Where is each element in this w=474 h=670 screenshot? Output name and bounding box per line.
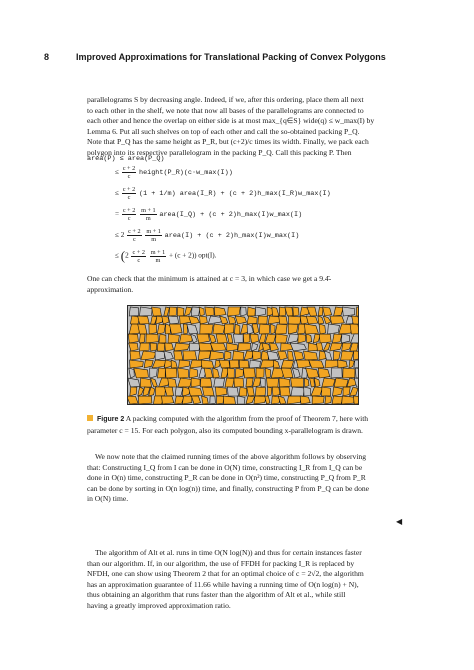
fraction-numerator: c + 2 — [122, 207, 136, 214]
packed-polygon — [291, 378, 304, 387]
packed-polygon — [275, 324, 287, 334]
packed-polygon — [293, 307, 299, 316]
fraction-denominator: c — [127, 194, 131, 201]
step-expression: height(P_R)(c·w_max(I)) — [138, 169, 233, 178]
fraction — [122, 186, 136, 201]
packed-polygon — [279, 378, 290, 387]
step-expression: + (c + 2)) opt(I). — [169, 251, 217, 260]
fraction-denominator: m — [145, 215, 151, 222]
fraction — [122, 165, 136, 180]
packed-polygon — [298, 334, 306, 343]
packed-polygon — [275, 334, 287, 343]
packed-polygon — [210, 343, 226, 351]
packed-polygon — [191, 307, 200, 316]
packed-polygon — [331, 368, 342, 378]
packed-polygon — [311, 387, 323, 396]
packed-polygon — [214, 378, 225, 387]
packed-polygon — [200, 324, 213, 334]
packed-polygon — [323, 307, 332, 316]
derivation-step: ≤ 2 $\frac{c + 2}{c}$ $\frac{m + 1}{m}$ area(I) + (c + 2)h_max(I)w_max(I) — [115, 228, 300, 243]
packed-polygon — [146, 334, 159, 343]
packed-polygon — [128, 334, 138, 343]
packed-polygon — [238, 343, 251, 351]
packed-polygon — [138, 387, 144, 396]
packed-polygon — [314, 378, 320, 387]
packed-polygon — [228, 307, 241, 316]
page-number: 8 — [44, 52, 50, 62]
text-line: has an approximation guarantee of 11.66 while having a running time of O(n log(n) + N), — [87, 579, 359, 589]
packed-polygon — [168, 316, 179, 324]
packed-polygon — [306, 334, 312, 343]
packed-polygon — [267, 387, 272, 396]
packed-polygon — [150, 343, 157, 351]
packed-polygon — [199, 343, 212, 351]
packed-polygon — [351, 334, 359, 343]
packed-polygon — [210, 396, 216, 404]
text-line: can be done by sorting in O(n log(n)) time, and finally, constructing P from P_Q can be done — [87, 483, 370, 493]
packed-polygon — [353, 396, 358, 404]
fraction-denominator: m — [151, 236, 157, 243]
text-line: Lemma 6. Put all such shelves on top of each other and call the so-obtained packing P_Q. — [87, 126, 360, 136]
step-expression: area(I) + (c + 2)h_max(I)w_max(I) — [164, 232, 300, 241]
packed-polygon — [306, 368, 319, 378]
packed-polygon — [325, 396, 332, 404]
packed-polygon — [267, 378, 279, 387]
packed-polygon — [271, 324, 276, 334]
packed-polygon — [312, 396, 324, 404]
packed-polygon — [138, 324, 147, 334]
packed-polygon — [247, 387, 255, 396]
packed-polygon — [239, 360, 249, 368]
packed-polygon — [341, 351, 354, 360]
packed-polygon — [330, 316, 344, 324]
packed-polygon — [234, 378, 244, 387]
text-line: done in O(n) time, constructing P_R can be done in O(n²) time, constructing P_Q from P_R — [87, 473, 366, 482]
packed-polygon — [253, 351, 261, 360]
packed-polygon — [304, 351, 318, 360]
packed-polygon — [138, 316, 150, 324]
packed-polygon — [162, 316, 169, 324]
fraction-numerator: m + 1 — [150, 248, 166, 256]
packed-polygon — [288, 324, 298, 334]
figure-label: Figure 2 — [97, 416, 125, 423]
packed-polygon — [265, 334, 276, 343]
packed-polygon — [199, 307, 204, 316]
packed-polygon — [227, 343, 238, 351]
packed-polygon — [304, 387, 311, 396]
packed-polygon — [189, 316, 200, 324]
packed-polygon — [168, 334, 179, 343]
caption-text: A packing computed with the algorithm from the proof of Theorem 7, here with — [125, 414, 369, 423]
packed-polygon — [228, 316, 236, 324]
packed-polygon — [225, 378, 234, 387]
packed-polygon — [330, 343, 343, 351]
packed-polygon — [200, 316, 208, 324]
packed-polygon — [289, 316, 301, 324]
packed-polygon — [152, 360, 166, 368]
packed-polygon — [168, 378, 177, 387]
text-line: polygon into its respective parallelogram in the packing P_Q. Call this packing P. Then — [87, 147, 352, 157]
packed-polygon — [174, 343, 190, 351]
packed-polygon — [189, 343, 200, 351]
packed-polygon — [205, 307, 214, 316]
packed-polygon — [343, 387, 350, 396]
packed-polygon — [260, 378, 265, 387]
packed-polygon — [333, 387, 343, 396]
fraction — [122, 207, 136, 222]
packed-polygon — [169, 307, 177, 316]
text-line: to each other in the shelf, we note that now all bases of the parallelograms are connected to — [87, 105, 364, 115]
packed-polygon — [191, 396, 200, 404]
packed-polygon — [217, 396, 225, 404]
packed-polygon — [304, 378, 309, 387]
fraction — [145, 228, 162, 243]
packed-polygon — [224, 324, 234, 334]
packed-polygon — [255, 307, 265, 316]
packed-polygon — [223, 396, 235, 404]
packed-polygon — [149, 324, 157, 334]
packed-polygon — [355, 368, 358, 378]
packed-polygon — [274, 360, 280, 368]
fraction-numerator: c + 2 — [132, 248, 145, 256]
packed-polygon — [177, 307, 184, 316]
packed-polygon — [157, 343, 165, 351]
text-line: The algorithm of Alt et al. runs in time O(N log(N)) and thus for certain instances faster — [95, 548, 362, 557]
relation-symbol: ≤ — [115, 251, 119, 260]
packed-polygon — [164, 360, 172, 368]
packed-polygon — [209, 334, 216, 343]
packed-polygon — [204, 368, 213, 378]
packed-polygon — [332, 334, 341, 343]
packed-polygon — [198, 351, 211, 360]
packed-polygon — [182, 396, 192, 404]
packed-polygon — [202, 387, 214, 396]
packed-polygon — [325, 360, 339, 368]
text-line: in O(N) time. — [87, 494, 129, 503]
packed-polygon — [262, 343, 270, 351]
fraction-numerator: c + 2 — [122, 186, 136, 193]
packed-polygon — [307, 307, 317, 316]
packed-polygon — [157, 324, 165, 334]
text-line: Note that P_Q has the same height as P_R, but (c+2)/c times its width. Finally, we pack each — [87, 137, 369, 146]
packed-polygon — [165, 343, 174, 351]
packed-polygon — [201, 360, 214, 368]
packed-polygon — [233, 334, 243, 343]
packed-polygon — [341, 334, 349, 343]
packed-polygon — [237, 396, 245, 404]
packed-polygon — [164, 351, 174, 360]
packed-polygon — [138, 396, 152, 404]
packed-polygon — [184, 307, 191, 316]
packed-polygon — [134, 368, 149, 378]
packed-polygon — [279, 316, 288, 324]
packed-polygon — [354, 351, 359, 360]
packed-polygon — [304, 324, 318, 334]
packed-polygon — [322, 387, 331, 396]
packed-polygon — [334, 378, 348, 387]
packed-polygon — [239, 387, 247, 396]
packed-polygon — [130, 360, 144, 368]
derivation-step — [115, 207, 302, 222]
packed-polygon — [350, 387, 358, 396]
packed-polygon — [250, 360, 261, 368]
packed-polygon — [128, 396, 138, 404]
packed-polygon — [281, 360, 293, 368]
packed-polygon — [155, 351, 165, 360]
fraction — [150, 249, 167, 264]
packed-polygon — [288, 334, 300, 343]
packed-polygon — [210, 351, 224, 360]
relation-symbol: = — [115, 210, 120, 219]
step-expression: (1 + 1/m) area(I_R) + (c + 2)h_max(I_R)w_max(I) — [138, 190, 331, 199]
packed-polygon — [140, 307, 153, 316]
text-line: NFDH, one can show using Theorem 2 that for an optimal choice of c = 2√2, the algorithm — [87, 569, 364, 578]
fraction-denominator: c — [132, 236, 136, 243]
packed-polygon — [169, 324, 182, 334]
packed-polygon — [309, 360, 324, 368]
packed-polygon — [354, 360, 358, 368]
packed-polygon — [129, 343, 139, 351]
packed-polygon — [175, 387, 183, 396]
packed-polygon — [164, 387, 173, 396]
packed-polygon — [129, 368, 135, 378]
derivation-step — [115, 165, 233, 180]
packed-polygon — [129, 307, 139, 316]
packed-polygon — [140, 343, 150, 351]
packed-polygon — [213, 368, 220, 378]
derivation-step — [115, 186, 331, 201]
packed-polygon — [140, 378, 151, 387]
end-of-proof-icon: ◀ — [396, 517, 403, 526]
fraction-numerator: c + 2 — [128, 228, 141, 235]
packed-polygon — [187, 324, 198, 334]
packed-polygon — [202, 396, 209, 404]
packed-polygon — [272, 307, 279, 316]
packed-polygon — [139, 334, 145, 343]
packed-polygon — [188, 387, 202, 396]
packed-polygon — [259, 324, 269, 334]
packed-polygon — [356, 307, 358, 316]
packed-polygon — [349, 360, 355, 368]
packed-polygon — [334, 307, 344, 316]
packed-polygon — [280, 387, 291, 396]
packed-polygon — [328, 324, 340, 334]
derivation-lhs: area(P) ≤ area(P_Q) — [87, 155, 165, 163]
packed-polygon — [241, 307, 247, 316]
intro-paragraph — [87, 95, 403, 158]
packed-polygon — [272, 387, 280, 396]
text-line: that: Constructing I_Q from I can be done in O(N) time, constructing I_R from I_Q can be — [87, 462, 363, 472]
packed-polygon — [265, 396, 270, 404]
packed-polygon — [171, 360, 177, 368]
fraction — [131, 249, 145, 264]
packed-polygon — [234, 324, 240, 334]
closing-paragraph — [87, 548, 403, 611]
packed-polygon — [251, 343, 257, 351]
packed-polygon — [191, 378, 200, 387]
packed-polygon — [306, 316, 318, 324]
packed-polygon — [300, 396, 310, 404]
text-line: having a greatly improved approximation ratio. — [87, 600, 231, 610]
fraction — [127, 228, 141, 243]
packing-figure — [127, 305, 359, 405]
packed-polygon — [350, 324, 358, 334]
packed-polygon — [287, 396, 302, 404]
packed-polygon — [215, 387, 227, 396]
packed-polygon — [288, 351, 294, 360]
packed-polygon — [250, 334, 258, 343]
packed-polygon — [200, 378, 212, 387]
packed-polygon — [323, 343, 330, 351]
packed-polygon — [294, 351, 304, 360]
packed-polygon — [318, 368, 330, 378]
packed-polygon — [258, 316, 268, 324]
fraction-denominator: c — [137, 256, 141, 264]
relation-symbol: ≤ — [115, 189, 119, 198]
packed-polygon — [165, 368, 177, 378]
packed-polygon — [164, 307, 170, 316]
packed-polygon — [224, 351, 231, 360]
packed-polygon — [342, 307, 354, 316]
packed-polygon — [248, 307, 256, 316]
packed-polygon — [227, 334, 233, 343]
running-title: Improved Approximations for Translational Packing of Convex Polygons — [76, 52, 386, 62]
text-line: thus obtaining an algorithm that runs faster than the algorithm of Alt et al., while still — [87, 590, 346, 599]
packed-polygon — [310, 378, 315, 387]
packed-polygon — [332, 396, 343, 404]
packed-polygon — [179, 360, 190, 368]
packed-polygon — [233, 351, 244, 360]
packed-polygon — [178, 378, 192, 387]
packed-polygon — [255, 387, 265, 396]
packed-polygon — [342, 396, 355, 404]
fraction-numerator: m + 1 — [146, 228, 161, 235]
packed-polygon — [290, 343, 306, 351]
packed-polygon — [317, 343, 323, 351]
packed-polygon — [270, 343, 279, 351]
figure-marker-icon — [87, 415, 93, 421]
packed-polygon — [219, 360, 230, 368]
packed-polygon — [178, 368, 189, 378]
packed-polygon — [235, 316, 246, 324]
packed-polygon — [333, 351, 340, 360]
packed-polygon — [220, 316, 228, 324]
packed-polygon — [243, 334, 250, 343]
packed-polygon — [338, 360, 348, 368]
packed-polygon — [159, 334, 166, 343]
figure-caption — [87, 414, 405, 436]
packed-polygon — [144, 360, 153, 368]
packed-polygon — [227, 387, 238, 396]
packing-illustration — [128, 306, 358, 404]
fraction-denominator: c — [127, 173, 131, 180]
text-line: approximation. — [87, 284, 134, 294]
relation-symbol: ≤ — [115, 231, 119, 240]
packed-polygon — [162, 396, 174, 404]
step-expression: area(I_Q) + (c + 2)h_max(I)w_max(I) — [159, 211, 303, 220]
packed-polygon — [267, 351, 279, 360]
packed-polygon — [318, 316, 324, 324]
packed-polygon — [323, 316, 331, 324]
packed-polygon — [292, 368, 300, 378]
packed-polygon — [265, 368, 271, 378]
fraction-denominator: c — [127, 215, 131, 222]
text-line: parallelograms S by decreasing angle. Indeed, if we, after this ordering, place them all next — [87, 95, 364, 104]
fraction-numerator: c + 2 — [122, 165, 136, 172]
packed-polygon — [214, 307, 226, 316]
packed-polygon — [343, 368, 355, 378]
text-line: each other and hence the overlap on either side is at most max_{q∈S} wide(q) ≤ w_max(I) by — [87, 116, 375, 125]
packed-polygon — [319, 334, 331, 343]
packed-polygon — [247, 316, 257, 324]
packed-polygon — [291, 387, 304, 396]
packed-polygon — [318, 307, 323, 316]
packed-polygon — [246, 378, 253, 387]
packed-polygon — [213, 324, 225, 334]
packed-polygon — [216, 334, 227, 343]
packed-polygon — [253, 378, 261, 387]
fraction-numerator: m + 1 — [141, 207, 156, 214]
packed-polygon — [128, 378, 140, 387]
packed-polygon — [296, 360, 310, 368]
packed-polygon — [319, 324, 326, 334]
packed-polygon — [259, 334, 266, 343]
packed-polygon — [130, 387, 137, 396]
packed-polygon — [256, 368, 264, 378]
packed-polygon — [278, 396, 286, 404]
text-line: One can check that the minimum is attained at c = 3, in which case we get a 9.4̄- — [87, 274, 332, 283]
packed-polygon — [183, 324, 187, 334]
packed-polygon — [227, 368, 234, 378]
text-line: than our algorithm. If, in our algorithm, the use of FFDH for packing I_R is replaced by — [87, 558, 355, 568]
fraction-denominator: m — [155, 256, 161, 264]
packed-polygon — [174, 351, 183, 360]
packed-polygon — [189, 368, 197, 378]
packed-polygon — [235, 368, 243, 378]
packed-polygon — [157, 368, 165, 378]
packed-polygon — [230, 360, 239, 368]
packed-polygon — [322, 378, 335, 387]
relation-symbol: ≤ — [115, 168, 119, 177]
packed-polygon — [150, 368, 158, 378]
runtime-paragraph — [87, 452, 403, 505]
packed-polygon — [152, 307, 162, 316]
packed-polygon — [260, 360, 275, 368]
packed-polygon — [183, 351, 197, 360]
packed-polygon — [246, 396, 255, 404]
packed-polygon — [279, 307, 285, 316]
caption-text: parameter c = 15. For each polygon, also its computed bounding x-parallelogram is drawn. — [87, 425, 363, 435]
packed-polygon — [278, 351, 288, 360]
packed-polygon — [285, 307, 293, 316]
derivation-step: ≤ (2 $\frac{c + 2}{c}$ $\frac{m + 1}{m}$ + (c + 2)) opt(I). — [115, 248, 217, 264]
packed-polygon — [197, 334, 210, 343]
packed-polygon — [243, 368, 255, 378]
packed-polygon — [141, 351, 156, 360]
fraction — [140, 207, 157, 222]
text-line: We now note that the claimed running times of the above algorithm follows by observing — [95, 452, 367, 461]
minimum-paragraph — [87, 274, 403, 295]
packed-polygon — [130, 351, 140, 360]
packed-polygon — [244, 351, 253, 360]
packed-polygon — [155, 387, 165, 396]
